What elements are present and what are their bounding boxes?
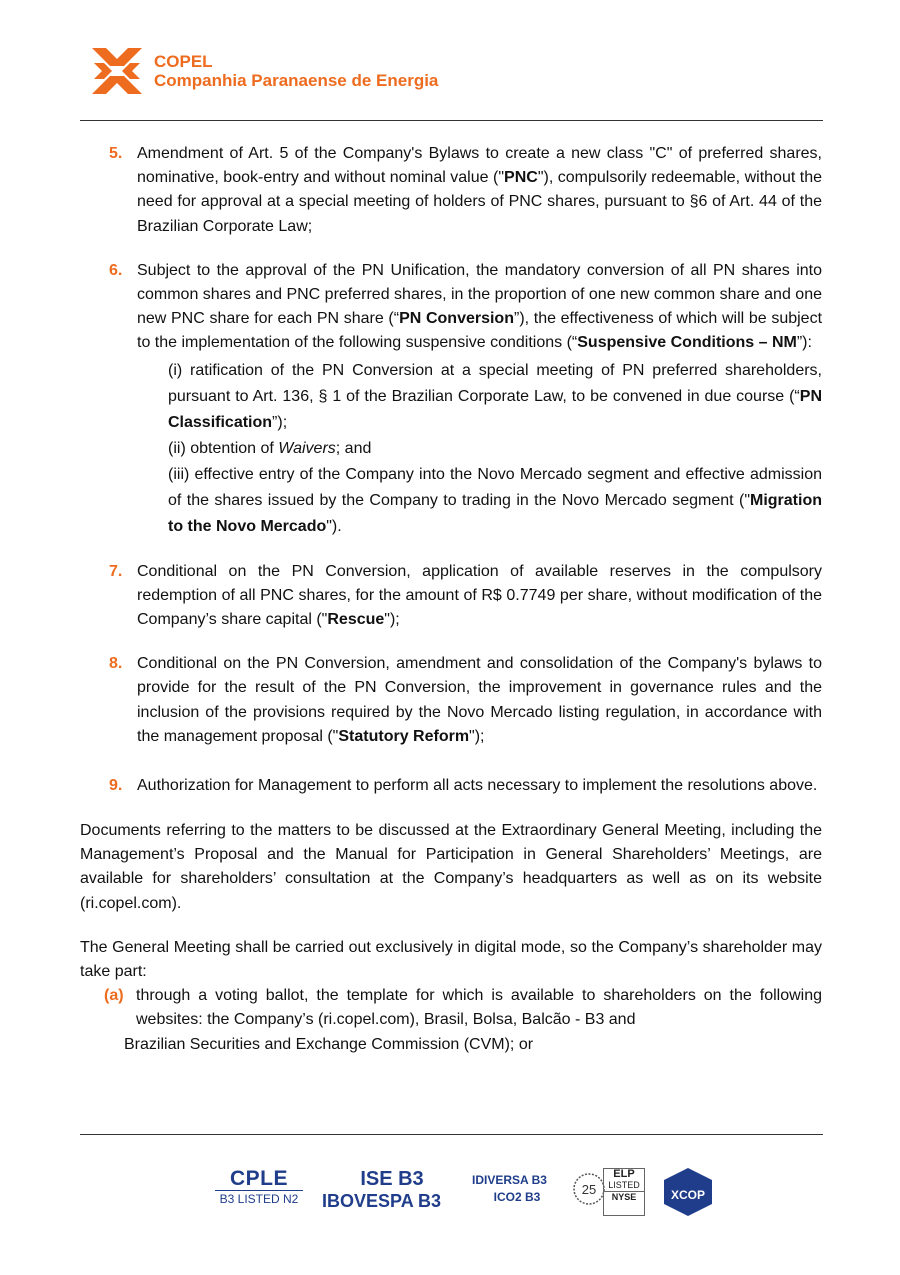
sub-italic: Waivers [278,439,336,457]
documents-paragraph: Documents referring to the matters to be discussed at the Extraordinary General Meeting, including the Management’s Proposal and the Manual for Participation in General Shareholders’ Meetings, are available for shareholders’ consultation at the Company’s headquarters as well as on its website (ri.copel.com). [80,822,822,912]
ise-label: ISE B3 [360,1168,424,1190]
sub-text: (i) ratification of the PN Conversion at a special meeting of PN preferred shareholders, pursuant to Art. 136, § 1 of the Brazilian Corporate Law, to be convened in due course (“ [168,361,822,405]
agenda-item-6 [80,259,822,356]
item-text: Conditional on the PN Conversion, application of available reserves in the compulsory redemption of all PNC shares, for the amount of R$ 0.7749 per share, without modification of the Company’s share capital (" [137,562,822,629]
item-text: ”), the effectiveness of which will be subject to the implementation of the following suspensive conditions (“ [137,310,823,352]
elp-ticker: ELP [613,1168,635,1180]
company-brand [154,53,438,91]
item-bold: PNC [504,169,538,187]
item-bold: PN Conversion [399,310,514,328]
xcop-badge-icon [660,1166,716,1218]
ise-ibovespa-logo [322,1168,462,1212]
item-number: 5. [109,145,123,162]
elp-listed: LISTED [608,1180,640,1190]
item-text: Authorization for Management to perform all acts necessary to implement the resolutions above. [137,777,818,795]
item-bold: Rescue [327,611,385,629]
agenda-item-8 [80,652,822,749]
header-divider [80,120,823,121]
sub-bold: Migration to the Novo Mercado [168,491,822,535]
item-text: "); [384,611,400,629]
item-text: Amendment of Art. 5 of the Company's Bylaws to create a new class "C" of preferred shares, nominative, book-entry and without nominal value (" [137,145,822,187]
copel-logo-icon [92,46,142,96]
participation-option-a [80,984,822,1057]
agenda-item-7 [80,560,822,633]
sub-condition-ii [168,436,822,462]
brand-name: COPEL [154,52,213,71]
item-text: "); [469,727,485,745]
option-text-continued: Brazilian Securities and Exchange Commission (CVM); or [124,1035,534,1053]
agenda-item-9 [80,773,822,799]
option-text: through a voting ballot, the template for which is available to shareholders on the following websites: the Company’s (ri.copel.com), Brasil, Bolsa, Balcão - B3 and [136,987,822,1029]
footer-listings [0,1160,900,1220]
idiversa-label: IDIVERSA B3 [472,1173,547,1187]
item-number: 9. [109,777,123,795]
option-letter: (a) [104,987,124,1005]
item-bold: Suspensive Conditions – NM [577,334,797,352]
elp-exchange: NYSE [604,1191,644,1203]
cple-ticker: CPLE [229,1167,288,1190]
ibovespa-label: IBOVESPA B3 [322,1191,442,1211]
item-text: Conditional on the PN Conversion, amendment and consolidation of the Company's bylaws to provide for the result of the PN Conversion, the improvement in governance rules and the inclusion of the provisions required by the Novo Mercado listing regulation, in accordance with the management proposal (" [137,655,822,745]
item-text: Subject to the approval of the PN Unification, the mandatory conversion of all PN shares into common shares and PNC preferred shares, in the proportion of one new common share and one new PNC share for each PN share (“ [137,261,822,328]
sub-condition-i [168,358,822,436]
document-body [80,142,822,1057]
cple-listing: B3 LISTED N2 [215,1190,303,1207]
sub-text: ”); [272,413,288,431]
elp-nyse-badge [603,1168,645,1216]
item-number: 7. [109,562,123,580]
item-text: "), compulsorily redeemable, without the need for approval at a special meeting of holders of PNC shares, pursuant to §6 of Art. 44 of the Brazilian Corporate Law; [137,169,823,235]
sub-text: (iii) effective entry of the Company into the Novo Mercado segment and effective admission of the shares issued by the Company to trading in the Novo Mercado segment (" [168,465,822,509]
footer-divider [80,1134,823,1135]
sub-condition-iii [168,462,822,540]
sub-bold: PN Classification [168,387,822,431]
brand-full-name: Companhia Paranaense de Energia [154,71,439,90]
sub-text: (ii) obtention of [168,439,279,457]
sub-text: ; and [335,439,372,457]
idiversa-ico2-logo [472,1172,562,1206]
ico2-label: ICO2 B3 [493,1190,541,1204]
xcop-label: XCOP [670,1188,706,1202]
item-bold: Statutory Reform [338,727,470,745]
sub-text: "). [326,517,342,535]
years-number: 25 [581,1182,597,1197]
sub-conditions [80,358,822,540]
agenda-item-5 [80,142,822,239]
item-number: 8. [109,655,123,673]
digital-mode-paragraph: The General Meeting shall be carried out exclusively in digital mode, so the Company’s shareholder may take part: [80,938,822,981]
item-text: ”): [796,334,812,352]
cple-listing-logo [215,1168,303,1207]
item-number: 6. [109,261,123,279]
25-years-badge-icon [572,1172,606,1206]
